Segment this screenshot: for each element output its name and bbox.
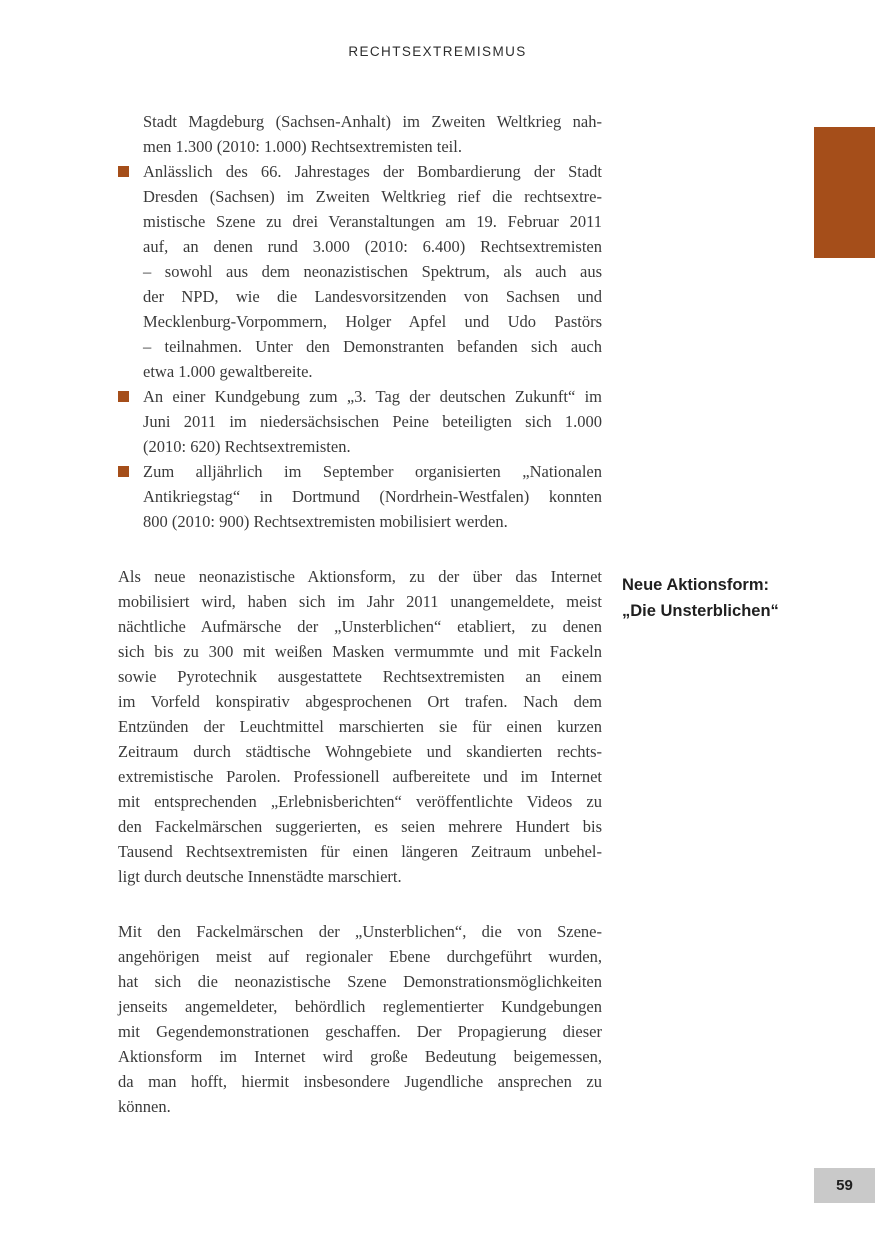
text-line: der NPD, wie die Landesvorsitzenden von Sachsen und	[143, 287, 602, 306]
text-line: Aktionsform im Internet wird große Bedeutung beigemessen,	[118, 1047, 602, 1066]
bullet-square-icon	[118, 391, 129, 402]
text-line: Als neue neonazistische Aktionsform, zu der über das Internet	[118, 567, 602, 586]
text-line: können.	[118, 1097, 171, 1116]
text-line: etwa 1.000 gewaltbereite.	[143, 362, 313, 381]
text-line: nächtliche Aufmärsche der „Unsterblichen“ etabliert, zu denen	[118, 617, 602, 636]
text-line: auf, an denen rund 3.000 (2010: 6.400) Rechtsextremisten	[143, 237, 602, 256]
text-line: mit Gegendemonstrationen geschaffen. Der Propagierung dieser	[118, 1022, 602, 1041]
text-line: angehörigen meist auf regionaler Ebene durchgeführt wurden,	[118, 947, 602, 966]
text-line: im Vorfeld konspirativ abgesprochenen Ort trafen. Nach dem	[118, 692, 602, 711]
text-line: 800 (2010: 900) Rechtsextremisten mobilisiert werden.	[143, 512, 508, 531]
bullet-square-icon	[118, 166, 129, 177]
bullet-square-icon	[118, 466, 129, 477]
text-line: extremistische Parolen. Professionell aufbereitete und im Internet	[118, 767, 602, 786]
paragraph	[118, 919, 602, 1119]
text-line: – teilnahmen. Unter den Demonstranten befanden sich auch	[143, 337, 602, 356]
text-line: mistische Szene zu drei Veranstaltungen am 19. Februar 2011	[143, 212, 602, 231]
running-header: RECHTSEXTREMISMUS	[348, 44, 527, 59]
text-line: Dresden (Sachsen) im Zweiten Weltkrieg rief die rechtsextre-	[143, 187, 602, 206]
paragraph	[118, 564, 602, 889]
text-line: Mit den Fackelmärschen der „Unsterblichen“, die von Szene-	[118, 922, 602, 941]
list-item	[118, 159, 602, 384]
text-line: ligt durch deutsche Innenstädte marschiert.	[118, 867, 402, 886]
text-line: „Die Unsterblichen“	[622, 602, 779, 620]
text-line: Juni 2011 im niedersächsischen Peine beteiligten sich 1.000	[143, 412, 602, 431]
text-line: Neue Aktionsform:	[622, 576, 769, 594]
text-line: Zeitraum durch städtische Wohngebiete und skandierten rechts-	[118, 742, 602, 761]
text-line: men 1.300 (2010: 1.000) Rechtsextremisten teil.	[143, 137, 462, 156]
bullet-list	[118, 159, 602, 534]
text-line: hat sich die neonazistische Szene Demonstrationsmöglichkeiten	[118, 972, 602, 991]
text-line: Stadt Magdeburg (Sachsen-Anhalt) im Zweiten Weltkrieg nah-	[143, 112, 602, 131]
text-line: mobilisiert wird, haben sich im Jahr 2011 unangemeldete, meist	[118, 592, 602, 611]
text-line: den Fackelmärschen suggerierten, es seien mehrere Hundert bis	[118, 817, 602, 836]
text-line: Mecklenburg-Vorpommern, Holger Apfel und Udo Pastörs	[143, 312, 602, 331]
bullet-text	[143, 384, 602, 459]
text-line: jenseits angemeldeter, behördlich reglementierter Kundgebungen	[118, 997, 602, 1016]
text-line: (2010: 620) Rechtsextremisten.	[143, 437, 351, 456]
bullet-continuation-text	[143, 109, 602, 159]
chapter-edge-tab	[814, 127, 875, 258]
bullet-text	[143, 459, 602, 534]
page-number: 59	[836, 1177, 853, 1194]
text-line: da man hofft, hiermit insbesondere Jugendliche ansprechen zu	[118, 1072, 602, 1091]
margin-note	[622, 572, 852, 624]
list-item	[118, 459, 602, 534]
text-line: sowie Pyrotechnik ausgestattete Rechtsextremisten an einem	[118, 667, 602, 686]
text-line: Zum alljährlich im September organisierten „Nationalen	[143, 462, 602, 481]
text-line: Anlässlich des 66. Jahrestages der Bombardierung der Stadt	[143, 162, 602, 181]
text-line: sich bis zu 300 mit weißen Masken vermummte und mit Fackeln	[118, 642, 602, 661]
body-column	[118, 109, 602, 1119]
bullet-text	[143, 159, 602, 384]
text-line: Tausend Rechtsextremisten für einen längeren Zeitraum unbehel-	[118, 842, 602, 861]
text-line: – sowohl aus dem neonazistischen Spektrum, als auch aus	[143, 262, 602, 281]
text-line: Antikriegstag“ in Dortmund (Nordrhein-Westfalen) konnten	[143, 487, 602, 506]
text-line: An einer Kundgebung zum „3. Tag der deutschen Zukunft“ im	[143, 387, 602, 406]
text-line: Entzünden der Leuchtmittel marschierten sie für einen kurzen	[118, 717, 602, 736]
list-item	[118, 384, 602, 459]
page-number-box	[814, 1168, 875, 1203]
text-line: mit entsprechenden „Erlebnisberichten“ veröffentlichte Videos zu	[118, 792, 602, 811]
